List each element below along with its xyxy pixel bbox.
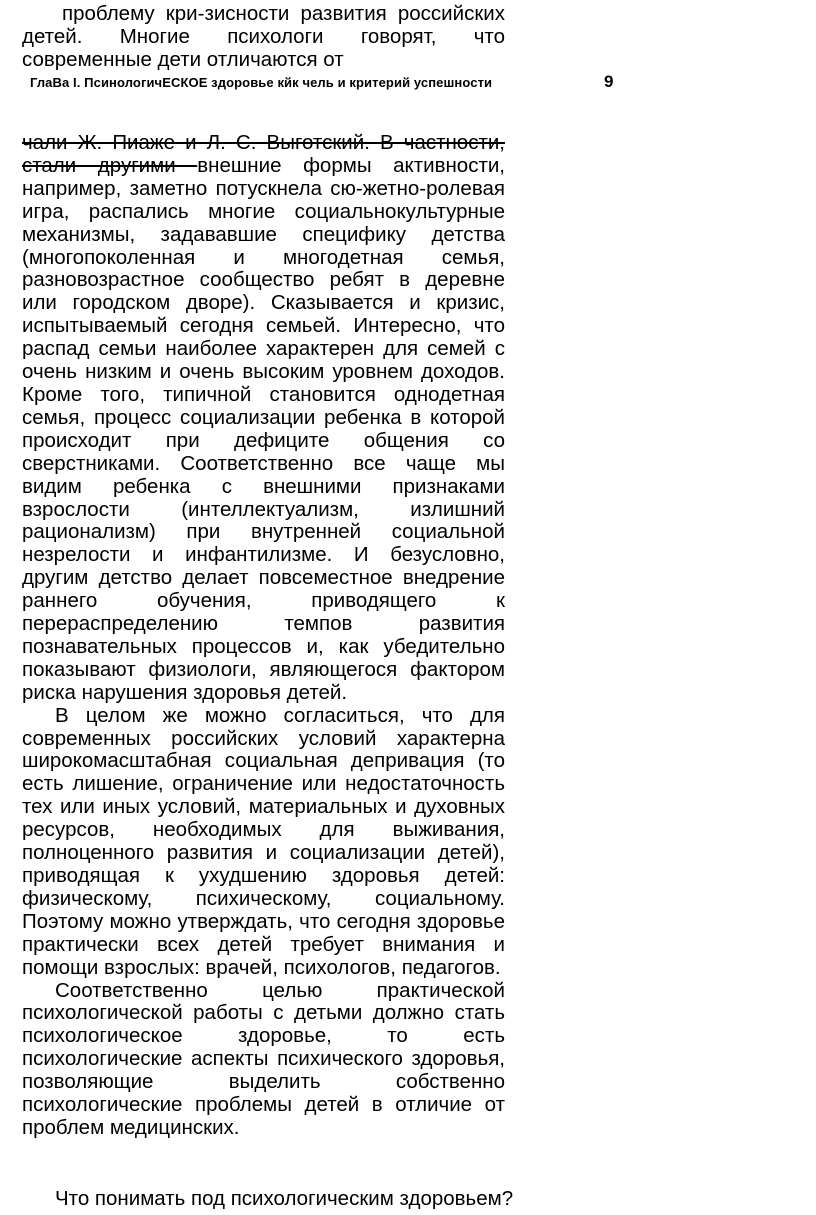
page-number: 9 bbox=[604, 72, 614, 91]
body-text bbox=[22, 132, 505, 1140]
paragraph bbox=[22, 132, 505, 705]
closing-question: Что понимать под психологическим здоровьем? bbox=[55, 1187, 514, 1210]
carryover-text bbox=[22, 2, 505, 71]
carryover-line: современные дети отличаются от bbox=[22, 48, 344, 71]
paragraph-text: внешние формы активности, например, заметно потускнела сю-жетно-ролевая игра, распались многие социальнокультурные механизмы, задававшие специфику детства (многопоколенная и многодетная семья, разновозрастное сообщество ребят в деревне или городском дворе). Сказывается и кризис, испытываемый сегодня семьей. Интересно, что распад семьи наиболее характерен для семей с очень низким и очень высоким уровнем доходов. Кроме того, типичной становится однодетная семья, процесс социализации ребенка в которой происходит при дефиците общения со сверстниками. Соответственно все чаще мы видим ребенка с внешними признаками взрослости (интеллектуализм, излишний рационализм) при внутренней социальной незрелости и инфантилизме. И безусловно, другим детство делает повсеместное внедрение раннего обучения, приводящего к перераспределению темпов развития познавательных процессов и, как убедительно показывают физиологи, являющегося фактором риска нарушения здоровья детей. bbox=[22, 153, 505, 704]
running-head: ГлаВа I. ПсинологичЕСКОЕ здоровье кйк чель и критерий успешности bbox=[30, 75, 493, 90]
carryover-line: проблему кри-зисности развития российских bbox=[62, 2, 505, 25]
carryover-line: детей. Многие психологи говорят, что bbox=[22, 25, 505, 48]
struck-text: чали Ж. Пиаже и Л. С. Выготский. В частности, стали другими bbox=[22, 131, 505, 177]
paragraph: В целом же можно согласиться, что для современных российских условий характерна широкомасштабная социальная депривация (то есть лишение, ограничение или недостаточность тех или иных условий, материальных и духовных ресурсов, необходимых для выживания, полноценного развития и социализации детей), приводящая к ухудшению здоровья детей: физическому, психическому, социальному. Поэтому можно утверждать, что сегодня здоровье практически всех детей требует внимания и помощи взрослых: врачей, психологов, педагогов. bbox=[22, 703, 505, 979]
paragraph: Соответственно целью практической психологической работы с детьми должно стать психологическое здоровье, то есть психологические аспекты психического здоровья, позволяющие выделить собственно психологические проблемы детей в отличие от проблем медицинских. bbox=[22, 978, 505, 1139]
